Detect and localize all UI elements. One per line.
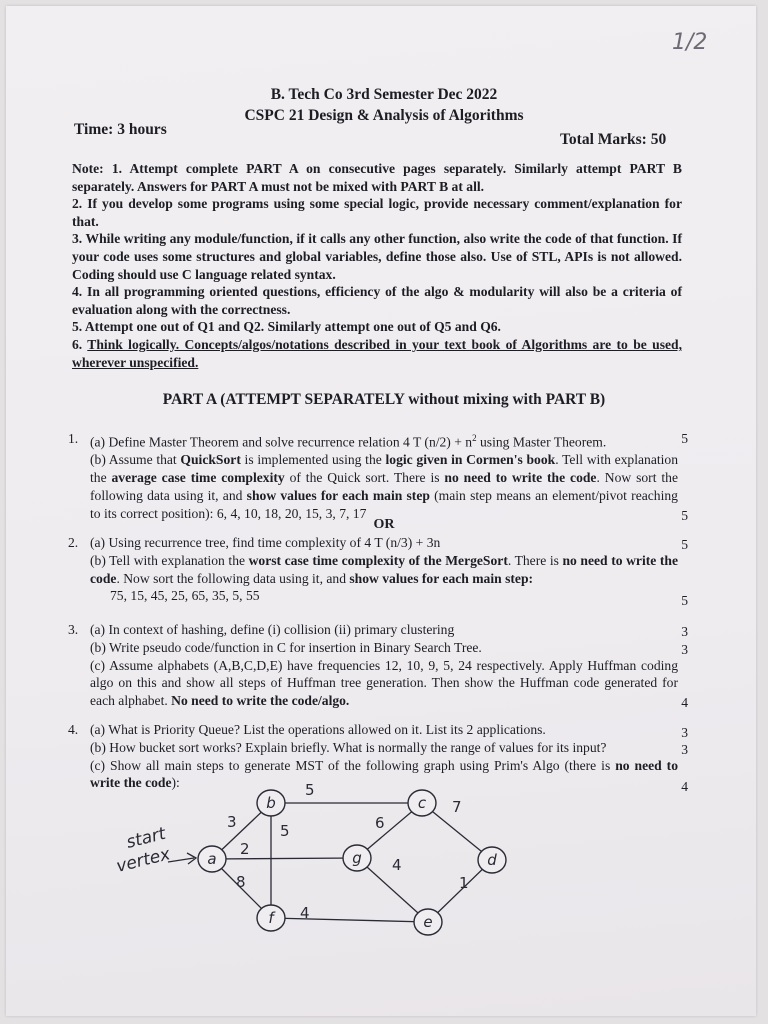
edge-weight-c-d: 7 [452,798,462,816]
page-number-mark: 1/2 [672,30,708,55]
q1b-text: (main step means an element/pivot reaching to its correct position): 6, 4, 10, 18, 20, 15, 3, 7, 17 [90,487,678,521]
q2b-text: . There is [507,552,563,568]
note-6-underlined: Think logically. Concepts/algos/notations described in your text book of Algorithms are to be used, wherever unspecified. [72,336,682,370]
q4b-marks: 3 [681,741,688,757]
q1a-marks: 5 [681,431,688,446]
time-allowed: Time: 3 hours [74,121,167,138]
q3a-text: (a) In context of hashing, define (i) collision (ii) primary clustering [90,622,455,637]
edge-weight-f-e: 4 [300,904,310,922]
graph-node-label: d [487,851,497,869]
q4b-text: (b) How bucket sort works? Explain briefly. What is normally the range of values for its input? [90,739,607,755]
q2b-text: . Now sort the following data using it, and [116,570,350,586]
graph-node-label: c [417,794,427,812]
q3c-marks: 4 [681,695,688,711]
start-label-line1: start [124,823,168,853]
q2b-bold: worst case time complexity of the MergeSort [248,552,508,568]
q3c-text: (c) Assume alphabets (A,B,C,D,E) have frequencies 12, 10, 9, 5, 24 respectively. Apply Huffman coding algo on this and show all steps of Huffman tree generation. Then show the Huffman code generated for each alphabet. [90,657,678,709]
q1b-text: (b) Assume that [90,452,181,468]
graph-node-b [257,790,285,816]
graph-node-label: g [352,849,362,867]
question-number: 3. [68,622,79,637]
graph-node-label: e [423,913,433,931]
q1b-marks: 5 [681,507,688,523]
graph-node-label: f [268,909,274,927]
edge-f-e [271,918,428,922]
start-label-line2: vertex [114,844,173,877]
q1b-text: . Tell with explanation the [90,452,679,486]
q1a-text: (a) Define Master Theorem and solve recurrence relation 4 T (n/2) + n [90,434,473,450]
q1a-superscript: 2 [472,433,477,443]
part-a-heading: PART A (ATTEMPT SEPARATELY without mixing with PART B) [162,391,606,408]
q2b-data: 75, 15, 45, 25, 65, 35, 5, 55 [110,588,260,604]
q1b-text: . Now sort the following data using it, and [90,470,678,503]
q1b-bold: show values for each main step [246,487,430,503]
q3b-text: (b) Write pseudo code/function in C for insertion in Binary Search Tree. [90,639,482,655]
edge-weight-a-b: 3 [227,813,237,831]
edge-weight-b-f: 5 [280,822,290,840]
q1b-bold: QuickSort [180,452,241,468]
question-number: 1. [68,431,79,446]
subject-title: CSPC 21 Design & Analysis of Algorithms [244,107,524,124]
q1b-bold: logic given in Cormen's book [385,452,556,468]
q2a-marks: 5 [681,537,688,552]
q3b-marks: 3 [681,641,688,657]
q4c-bold: no need to write the code [90,757,678,791]
note-1: Note: 1. Attempt complete PART A on consecutive pages separately. Similarly attempt PART B separately. Answers for PART A must not be mixed with PART B at all. [72,161,682,194]
q2b-text: (b) Tell with explanation the [90,552,249,568]
q1b-bold: no need to write the code [444,470,597,486]
edge-weight-e-d: 1 [459,874,469,892]
q1b-bold: average case time complexity [111,470,285,486]
note-6-prefix: 6. [72,336,88,352]
edge-weight-a-f: 8 [236,873,246,891]
q4c-marks: 4 [681,779,688,795]
note-2: 2. If you develop some programs using some special logic, provide necessary comment/explanation for that. [72,196,682,229]
q1b-text: is implemented using the [240,452,386,468]
q2a-text: (a) Using recurrence tree, find time complexity of 4 T (n/3) + 3n [90,535,441,550]
q1a-tail: using Master Theorem. [476,434,607,450]
graph-node-c [408,790,436,816]
q4a-marks: 3 [681,725,688,740]
q1b-text: of the Quick sort. There is [284,470,445,486]
q2b-bold: no need to write the code [90,552,678,586]
q2b-marks: 5 [681,593,688,608]
q4c-text: (c) Show all main steps to generate MST of the following graph using Prim's Algo (there is [90,757,616,773]
q3c-bold: No need to write the code/algo. [171,693,350,709]
q3a-marks: 3 [681,624,688,639]
edge-a-g [212,858,357,859]
edge-weight-b-c: 5 [305,781,315,799]
or-separator: OR [373,517,395,532]
edge-weight-g-c: 6 [375,814,385,832]
total-marks: Total Marks: 50 [560,131,667,148]
note-5: 5. Attempt one out of Q1 and Q2. Similarly attempt one out of Q5 and Q6. [72,319,501,335]
note-4: 4. In all programming oriented questions, efficiency of the algo & modularity will also be a criteria of evaluation along with the correctness. [72,284,682,317]
graph-node-a [198,846,226,872]
edge-weight-a-g: 2 [240,840,250,858]
graph-node-g [343,845,371,871]
graph-node-e [414,909,442,935]
q4a-text: (a) What is Priority Queue? List the operations allowed on it. List its 2 applications. [90,722,546,737]
edge-weight-g-e: 4 [392,856,402,874]
course-title: B. Tech Co 3rd Semester Dec 2022 [270,86,498,103]
question-number: 4. [68,722,79,737]
start-vertex-annotation [114,824,196,877]
q2b-bold: show values for each main step: [349,570,534,586]
graph-node-label: b [266,794,276,812]
q4c-tail: ): [171,775,180,791]
note-3: 3. While writing any module/function, if it calls any other function, also write the code of that function. If your code uses some structures and global variables, define those also. Use of STL, APIs is not allowed. Coding should use C language related syntax. [72,231,682,282]
question-number: 2. [68,535,79,550]
graph-node-label: a [207,850,217,868]
graph-node-d [478,847,506,873]
graph-node-f [257,905,285,931]
start-arrow [168,858,194,862]
